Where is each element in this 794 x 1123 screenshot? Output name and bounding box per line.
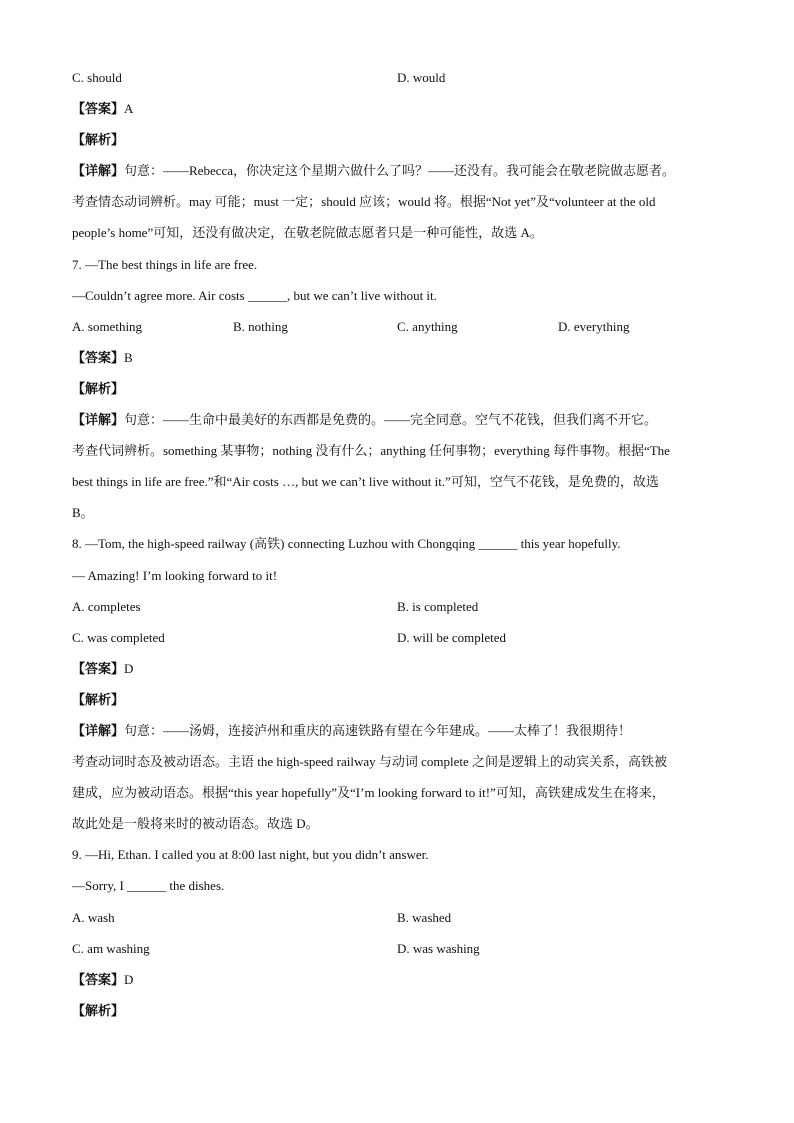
answer-value: D	[124, 971, 134, 987]
q9-options-row	[72, 902, 722, 933]
question-stem: 7. —The best things in life are free.	[72, 256, 258, 272]
answer-tag: 【答案】	[72, 101, 125, 117]
analysis-tag: 【解析】	[72, 132, 125, 148]
detail-text: B。	[72, 505, 94, 521]
detail-text: people’s home”可知，还没有做决定，在敬老院做志愿者只是一种可能性，故选 A。	[72, 225, 543, 241]
q7-detail-line	[72, 435, 722, 466]
q9-option-a: A. wash	[72, 909, 115, 925]
document-page	[72, 62, 722, 1026]
q7-options-row	[72, 311, 722, 342]
question-stem: — Amazing! I’m looking forward to it!	[72, 567, 278, 583]
q9-stem	[72, 839, 722, 870]
detail-text: 句意：——生命中最美好的东西都是免费的。——完全同意。空气不花钱，但我们离不开它。	[124, 412, 658, 428]
question-stem: 9. —Hi, Ethan. I called you at 8:00 last night, but you didn’t answer.	[72, 847, 429, 863]
q8-stem	[72, 528, 722, 559]
q7-option-b: B. nothing	[233, 318, 288, 334]
q8-stem	[72, 560, 722, 591]
q8-detail-line	[72, 715, 722, 746]
q8-answer	[72, 653, 722, 684]
question-stem: —Couldn’t agree more. Air costs ______, but we can’t live without it.	[72, 287, 437, 303]
q6-option-c: C. should	[72, 70, 122, 85]
q9-option-b: B. washed	[397, 909, 452, 925]
q7-detail-line	[72, 466, 722, 497]
answer-value: B	[124, 349, 133, 365]
detail-text: 考查代词辨析。something 某事物；nothing 没有什么；anything 任何事物；everything 每件事物。根据“The	[72, 443, 670, 459]
answer-tag: 【答案】	[72, 971, 125, 987]
q9-answer	[72, 964, 722, 995]
q6-options-row	[72, 62, 722, 93]
q7-answer	[72, 342, 722, 373]
answer-value: D	[124, 660, 134, 676]
detail-text: 建成，应为被动语态。根据“this year hopefully”及“I’m looking forward to it!”可知，高铁建成发生在将来，	[72, 785, 665, 801]
q8-option-d: D. will be completed	[397, 629, 507, 645]
q9-option-d: D. was washing	[397, 940, 480, 956]
q7-option-d: D. everything	[558, 318, 630, 334]
q8-option-a: A. completes	[72, 598, 141, 614]
analysis-tag: 【解析】	[72, 1002, 125, 1018]
q7-detail-line	[72, 404, 722, 435]
q7-option-a: A. something	[72, 318, 143, 334]
analysis-tag: 【解析】	[72, 691, 125, 707]
question-stem: 8. —Tom, the high-speed railway (高铁) connecting Luzhou with Chongqing ______ this year hopefully.	[72, 536, 621, 552]
q7-option-c: C. anything	[397, 318, 458, 334]
detail-text: best things in life are free.”和“Air costs …, but we can’t live without it.”可知，空气不花钱，是免费的，故选	[72, 474, 659, 490]
detail-text: 句意：——Rebecca，你决定这个星期六做什么了吗？——还没有。我可能会在敬老院做志愿者。	[124, 163, 676, 179]
q8-option-b: B. is completed	[397, 598, 479, 614]
detail-text: 考查情态动词辨析。may 可能；must 一定；should 应该；would 将。根据“Not yet”及“volunteer at the old	[72, 194, 656, 210]
q7-analysis-tag	[72, 373, 722, 404]
q7-detail-line	[72, 497, 722, 528]
q6-detail-line	[72, 186, 722, 217]
question-stem: —Sorry, I ______ the dishes.	[72, 878, 225, 894]
detail-tag: 【详解】	[72, 163, 125, 179]
answer-tag: 【答案】	[72, 660, 125, 676]
detail-tag: 【详解】	[72, 412, 125, 428]
q8-analysis-tag	[72, 684, 722, 715]
detail-text: 考查动词时态及被动语态。主语 the high-speed railway 与动词 complete 之间是逻辑上的动宾关系，高铁被	[72, 754, 668, 770]
q6-answer	[72, 93, 722, 124]
detail-tag: 【详解】	[72, 722, 125, 738]
answer-tag: 【答案】	[72, 349, 125, 365]
q8-option-c: C. was completed	[72, 629, 165, 645]
q9-option-c: C. am washing	[72, 940, 150, 956]
q6-detail-line	[72, 217, 722, 248]
q7-stem	[72, 280, 722, 311]
q8-detail-line	[72, 808, 722, 839]
q7-stem	[72, 249, 722, 280]
q9-options-row	[72, 933, 722, 964]
q8-options-row	[72, 622, 722, 653]
q9-stem	[72, 870, 722, 901]
detail-text: 故此处是一般将来时的被动语态。故选 D。	[72, 816, 319, 832]
detail-text: 句意：——汤姆，连接泸州和重庆的高速铁路有望在今年建成。——太棒了！我很期待！	[124, 722, 632, 738]
q8-detail-line	[72, 746, 722, 777]
answer-value: A	[124, 101, 134, 117]
q8-options-row	[72, 591, 722, 622]
q6-analysis-tag	[72, 124, 722, 155]
q8-detail-line	[72, 777, 722, 808]
analysis-tag: 【解析】	[72, 380, 125, 396]
q9-analysis-tag	[72, 995, 722, 1026]
q6-option-d: D. would	[397, 70, 446, 85]
q6-detail-line	[72, 155, 722, 186]
